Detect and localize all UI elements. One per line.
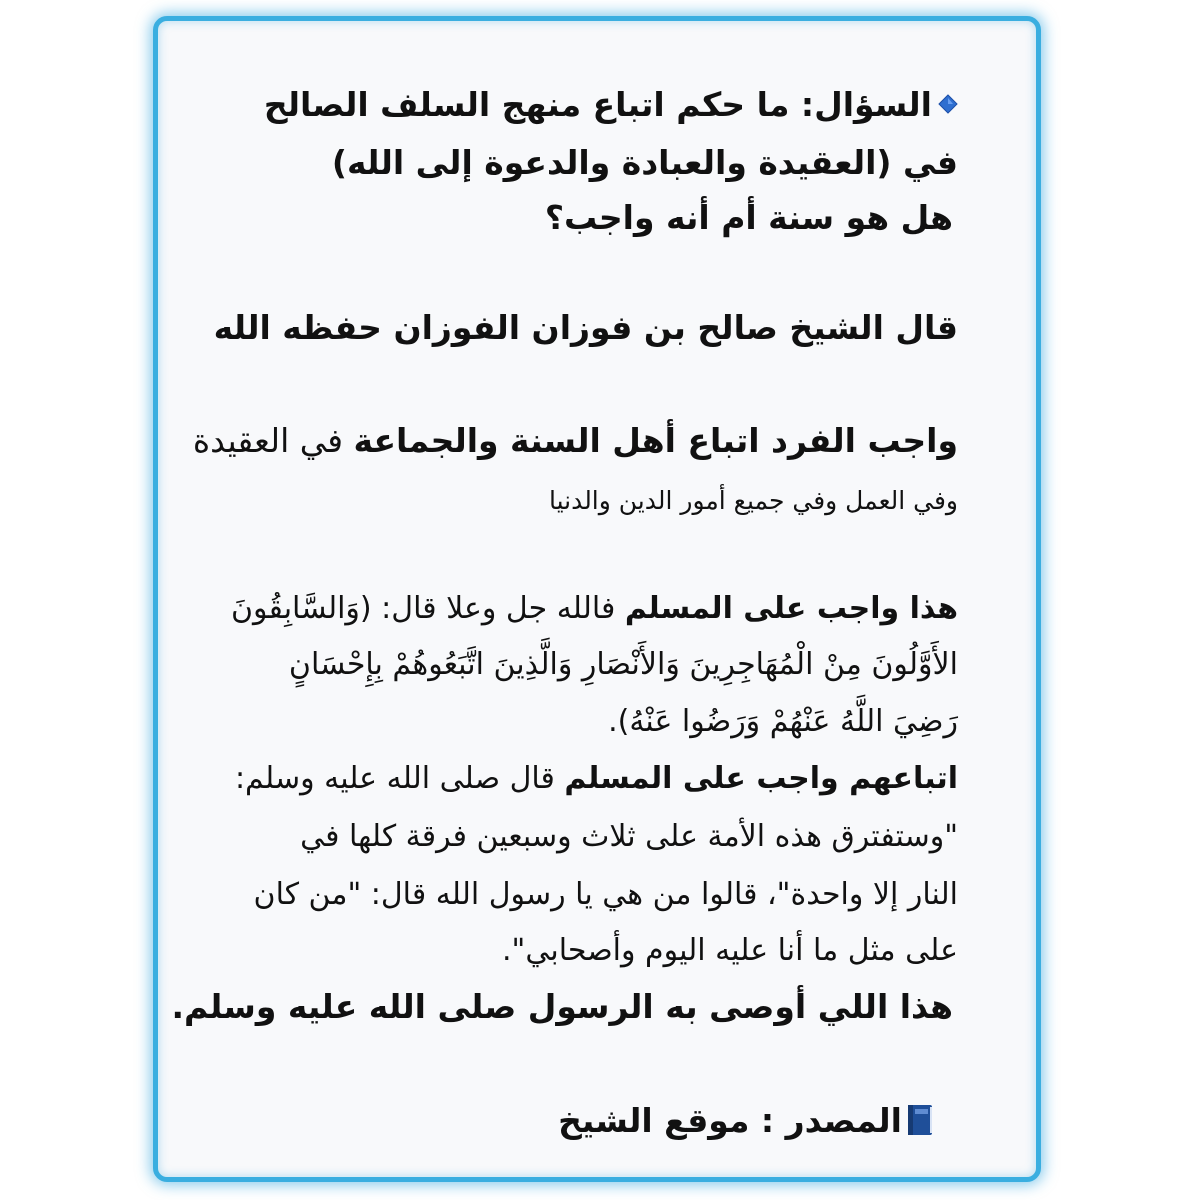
speaker-line: قال الشيخ صالح بن فوزان الفوزان حفظه الله xyxy=(213,308,958,347)
question-line-1: السؤال: ما حكم اتباع منهج السلف الصالح xyxy=(264,85,958,125)
answer-p1-line-1: واجب الفرد اتباع أهل السنة والجماعة في العقيدة xyxy=(192,421,958,460)
answer-p3-line-4: على مثل ما أنا عليه اليوم وأصحابي". xyxy=(502,933,958,968)
closing-line: هذا اللي أوصى به الرسول صلى الله عليه وسلم. xyxy=(171,987,953,1026)
document-content xyxy=(158,21,1036,1177)
answer-p2-line-2: الأَوَّلُونَ مِنْ الْمُهَاجِرِينَ وَالأَنْصَارِ وَالَّذِينَ اتَّبَعُوهُمْ بِإِحْسَانٍ xyxy=(288,647,958,682)
source-line: المصدر : موقع الشيخ xyxy=(558,1101,934,1141)
question-line-3: هل هو سنة أم أنه واجب؟ xyxy=(544,198,953,237)
answer-p2-line-1: هذا واجب على المسلم فالله جل وعلا قال: (وَالسَّابِقُونَ xyxy=(231,591,958,626)
answer-p3-line-3: النار إلا واحدة"، قالوا من هي يا رسول الله قال: "من كان xyxy=(253,877,958,912)
document-card xyxy=(153,16,1041,1182)
answer-p3-line-1: اتباعهم واجب على المسلم قال صلى الله عليه وسلم: xyxy=(234,761,958,796)
blue-book-icon xyxy=(906,1103,934,1137)
answer-p1-line-2: وفي العمل وفي جميع أمور الدين والدنيا xyxy=(548,486,958,515)
question-line-2: في (العقيدة والعبادة والدعوة إلى الله) xyxy=(331,143,958,182)
answer-p3-line-2: "وستفترق هذه الأمة على ثلاث وسبعين فرقة كلها في xyxy=(300,819,958,854)
answer-p2-line-3: رَضِيَ اللَّهُ عَنْهُمْ وَرَضُوا عَنْهُ). xyxy=(608,704,958,739)
blue-diamond-icon xyxy=(938,94,958,114)
